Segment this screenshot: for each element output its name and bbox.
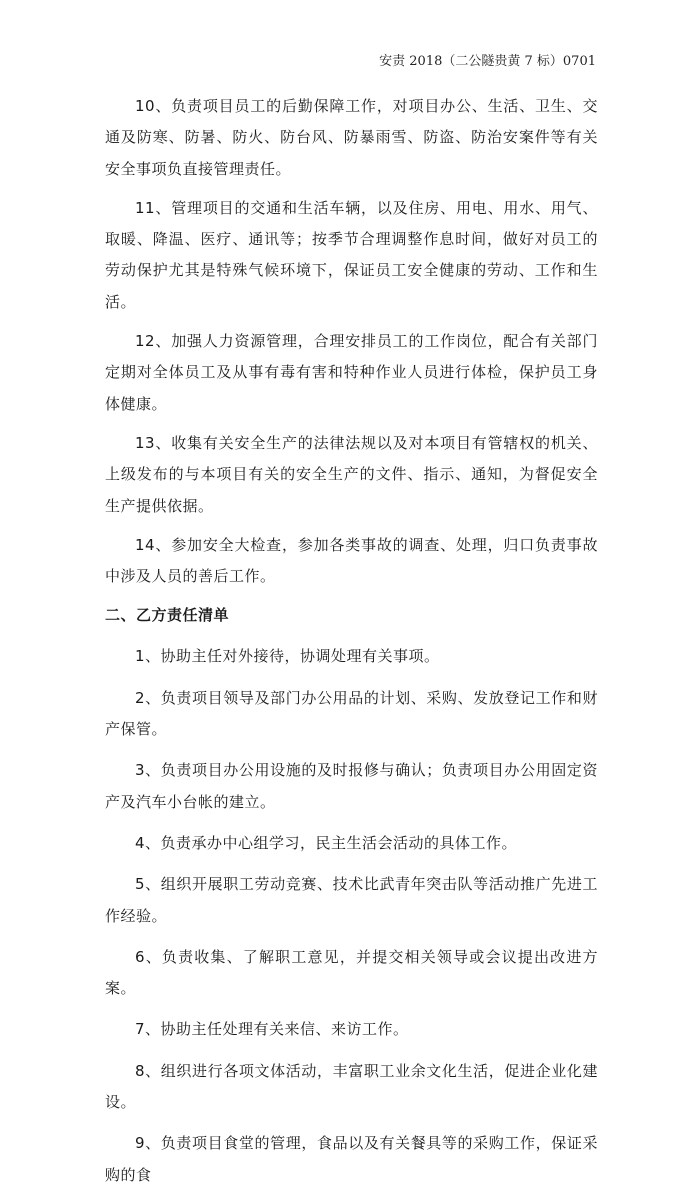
list-item: 10、负责项目员工的后勤保障工作，对项目办公、生活、卫生、交通及防寒、防暑、防火、防台风、防暴雨雪、防盗、防治安案件等有关安全事项负直接管理责任。	[105, 97, 598, 178]
list-item: 2、负责项目领导及部门办公用品的计划、采购、发放登记工作和财产保管。	[105, 688, 598, 739]
list-item: 13、收集有关安全生产的法律法规以及对本项目有管辖权的机关、上级发布的与本项目有关的安全生产的文件、指示、通知，为督促安全生产提供依据。	[105, 433, 598, 515]
list-item: 3、负责项目办公用设施的及时报修与确认；负责项目办公用固定资产及汽车小台帐的建立。	[105, 761, 598, 811]
list-item: 14、参加安全大检查，参加各类事故的调查、处理，归口负责事故中涉及人员的善后工作。	[105, 535, 598, 586]
section-title: 二、乙方责任清单	[105, 606, 230, 625]
list-item: 1、协助主任对外接待，协调处理有关事项。	[135, 647, 440, 666]
list-item: 12、加强人力资源管理，合理安排员工的工作岗位，配合有关部门定期对全体员工及从事有毒有害和特种作业人员进行体检，保护员工身体健康。	[105, 332, 598, 413]
list-item: 4、负责承办中心组学习，民主生活会活动的具体工作。	[135, 833, 518, 852]
party-b-responsibility-list	[105, 641, 598, 1190]
list-item: 11、管理项目的交通和生活车辆，以及住房、用电、用水、用气、取暖、降温、医疗、通讯等；按季节合理调整作息时间，做好对员工的劳动保护尤其是特殊气候环境下，保证员工安全健康的劳动、工作和生活。	[105, 198, 598, 311]
list-item: 8、组织进行各项文体活动，丰富职工业余文化生活，促进企业化建设。	[105, 1061, 598, 1112]
list-item: 5、组织开展职工劳动竞赛、技术比武青年突击队等活动推广先进工作经验。	[105, 875, 598, 925]
document-header-code: 安责 2018（二公隧贵黄 7 标）0701	[379, 54, 596, 69]
list-item: 7、协助主任处理有关来信、来访工作。	[135, 1020, 409, 1039]
list-item: 9、负责项目食堂的管理，食品以及有关餐具等的采购工作，保证采购的食	[105, 1134, 598, 1184]
party-a-responsibility-list	[105, 91, 598, 592]
list-item: 6、负责收集、了解职工意见，并提交相关领导或会议提出改进方案。	[105, 947, 598, 998]
document-body	[105, 91, 598, 1201]
